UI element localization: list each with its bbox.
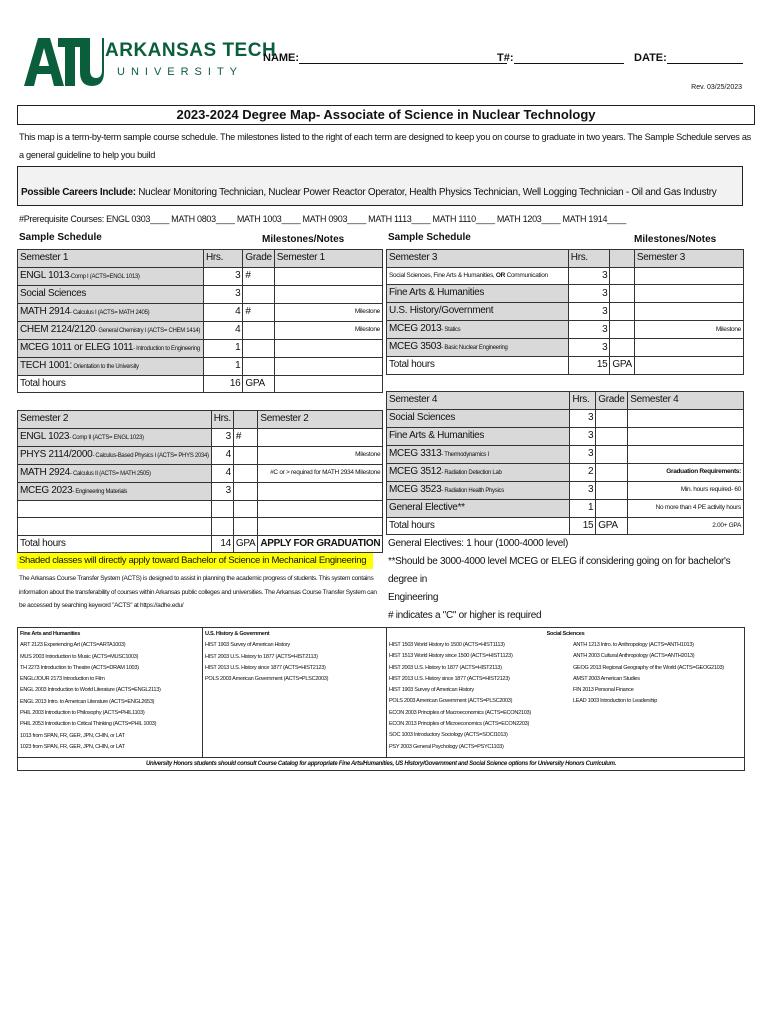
course-row [18,500,383,518]
page-title: 2023-2024 Degree Map- Associate of Science in Nuclear Technology [17,105,755,125]
logo-name: ARKANSAS TECH [105,40,277,61]
course-row: PHYS 2114/2000- Calculus-Based Physics I (ACTS= PHYS 2034) 4 Milestone [18,446,383,464]
hrs-header: Hrs. [211,411,233,429]
course-row: MCEG 2023- Engineering Materials 3 [18,482,383,500]
semester-title: Semester 2 [18,411,212,429]
milestone-header: Semester 2 [258,411,383,429]
course-row: MCEG 1011 or ELEG 1011- Introduction to Engineering 1 [18,339,383,357]
total-row: Total hours 15 GPA 2.00+ GPA [387,517,744,535]
sample-schedule-label: Sample Schedule [19,232,102,243]
shaded-classes-note: Shaded classes will directly apply toward Bachelor of Science in Mechanical Engineering [17,553,373,569]
course-row: Social Sciences 3 [387,409,744,427]
course-row: Fine Arts & Humanities 3 [387,427,744,445]
careers-box: Possible Careers Include: Nuclear Monitoring Technician, Nuclear Power Reactor Operator, Health Physics Technician, Well Logging Technician - Oil and Gas Industry [17,166,743,206]
semester-title: Semester 4 [387,392,570,410]
hrs-header: Hrs. [570,392,596,410]
semester-title: Semester 1 [18,250,204,268]
semester-2-table [17,410,383,553]
acts-transfer-note: The Arkansas Course Transfer System (ACTS) is designed to assist in planning the academic progress of students. This system contains information about the transferability of courses within Arkansas public colleges and universities. The Arkansas Course Transfer System can be accessed by searching keyword "ACTS" at https://adhe.edu/ [19,575,377,609]
course-row: Social Sciences, Fine Arts & Humanities, OR Communication 3 [387,267,744,285]
course-row: MCEG 3503- Basic Nuclear Engineering 3 [387,339,744,357]
semester-4-table [386,391,744,535]
total-row: Total hours 15 GPA [387,357,744,375]
tnum-field[interactable]: T#: [497,52,624,64]
course-row: MATH 2924- Calculus II (ACTS= MATH 2505) 4 #C or > required for MATH 2934 Milestone [18,464,383,482]
course-row: CHEM 2124/2120- General Chemistry I (ACTS= CHEM 1414) 4 Milestone [18,321,383,339]
date-field[interactable]: DATE: [634,52,743,64]
course-row: General Elective** 1 No more than 4 PE activity hours [387,499,744,517]
apply-for-graduation: APPLY FOR GRADUATION [258,535,383,553]
course-row: TECH 1001: Orientation to the University 1 [18,357,383,375]
social-sciences-column: Social Sciences HIST 1503 World History to 1500 (ACTS=HIST1113) HIST 1513 World History since 1500 (ACTS=HIST1123) HIST 2003 U.S. History to 1877 (ACTS=HIST2113) HIST 2013 U.S. History since 1877 (ACTS=HIST2123) HIST 1903 Survey of American History POLS 2003 American Government (ACTS=PLSC2003) ECON 2003 Principles of Macroeconomics (ACTS=ECON2103) ECON 2013 Principles of Microeconomics (ACTS=ECON2203) SOC 1003 Introductory Sociology (ACTS=SOCI1013) PSY 2003 General Psychology (ACTS=PSYC1103) ANTH 1213 Intro. to Anthropology (ACTS=ANTH1013) ANTH 2003 Cultural Anthropology (ACTS=ANTH2013) GEOG 2013 Regional Geography of the World (ACTS=GEOG2103) AMST 2003 American Studies FIN 2013 Personal Finance LEAD 1003 Introduction to Leadership [389,631,724,750]
hrs-header: Hrs. [203,250,242,268]
grade-header: Grade [243,250,274,268]
semester-3-table [386,249,744,375]
milestones-label: Milestones/Notes [262,234,345,245]
total-row: Total hours 14 GPA APPLY FOR GRADUATION [18,535,383,553]
course-row: MCEG 3512- Radiation Detection Lab 2 Graduation Requirements: [387,463,744,481]
name-field[interactable]: NAME: [263,52,507,64]
logo-subtitle: UNIVERSITY [117,66,244,78]
course-options-table [17,627,745,771]
course-row: ENGL 1013-Comp I (ACTS=ENGL 1013) 3 # [18,267,383,285]
course-row: MCEG 3313- Thermodynamics I 3 [387,445,744,463]
milestone-header: Semester 4 [628,392,744,410]
course-row: U.S. History/Government 3 [387,303,744,321]
course-row: MATH 2914- Calculus I (ACTS= MATH 2405) 4 # Milestone [18,303,383,321]
revision-date: Rev. 03/25/2023 [691,84,742,91]
course-row: MCEG 3523- Radiation Health Physics 3 Min. hours required- 60 [387,481,744,499]
semester-title: Semester 3 [387,250,569,268]
grade-header: Grade [596,392,628,410]
hrs-header: Hrs. [568,250,610,268]
prerequisite-courses: #Prerequisite Courses: ENGL 0303____ MATH 0803____ MATH 1003____ MATH 0903____ MATH 1113____ MATH 1110____ MATH 1203____ MATH 1914____ [19,214,627,224]
sample-schedule-label: Sample Schedule [388,232,471,243]
course-row: MCEG 2013- Statics 3 Milestone [387,321,744,339]
milestone-header: Semester 3 [634,250,743,268]
milestone-header: Semester 1 [274,250,382,268]
total-row: Total hours 16 GPA [18,375,383,393]
us-history-column: U.S. History & Government HIST 1903 Survey of American History HIST 2003 U.S. History to 1877 (ACTS=HIST2113) HIST 2013 U.S. History since 1877 (ACTS=HIST2123) POLS 2003 American Government (ACTS=PLSC2003) [203,628,387,758]
course-row: Fine Arts & Humanities 3 [387,285,744,303]
milestones-label: Milestones/Notes [634,234,717,245]
course-row: Social Sciences 3 [18,285,383,303]
general-electives-note: General Electives: 1 hour (1000-4000 level) **Should be 3000-4000 level MCEG or ELEG if considering going on for bachelor's degree in Engineering # indicates a "C" or higher is required [388,538,731,621]
honors-footer-note: University Honors students should consult Course Catalog for appropriate Fine Arts/Humanities, US History/Government and Social Science options for University Honors Curriculum. [18,757,744,770]
atu-logo [24,36,104,88]
course-row [18,518,383,536]
course-row: ENGL 1023- Comp II (ACTS= ENGL 1023) 3 # [18,428,383,446]
fine-arts-column: Fine Arts and Humanities ART 2123 Experiencing Art (ACTS=ARTA1003) MUS 2003 Introduction to Music (ACTS=MUSC1003) TH 2273 Introduction to Theatre (ACTS=DRAM 1003) ENGL/JOUR 2173 Introduction to Film ENGL 2003 Introduction to World Literature (ACTS=ENGL2113) ENGL 2013 Intro. to American Literature (ACTS=ENGL2653) PHIL 2003 Introduction to Philosophy (ACTS=PHIL1103) PHIL 2053 Introduction to Critical Thinking (ACTS=PHIL 1003) 1013 from SPAN, FR, GER, JPN, CHIN, or LAT 1023 from SPAN, FR, GER, JPN, CHIN, or LAT [18,628,203,758]
intro-text: This map is a term-by-term sample course schedule. The milestones listed to the right of each term are designed to keep you on course to graduate in two years. The Sample Schedule serves as a general guideline to help you build [19,132,751,160]
semester-1-table [17,249,383,393]
